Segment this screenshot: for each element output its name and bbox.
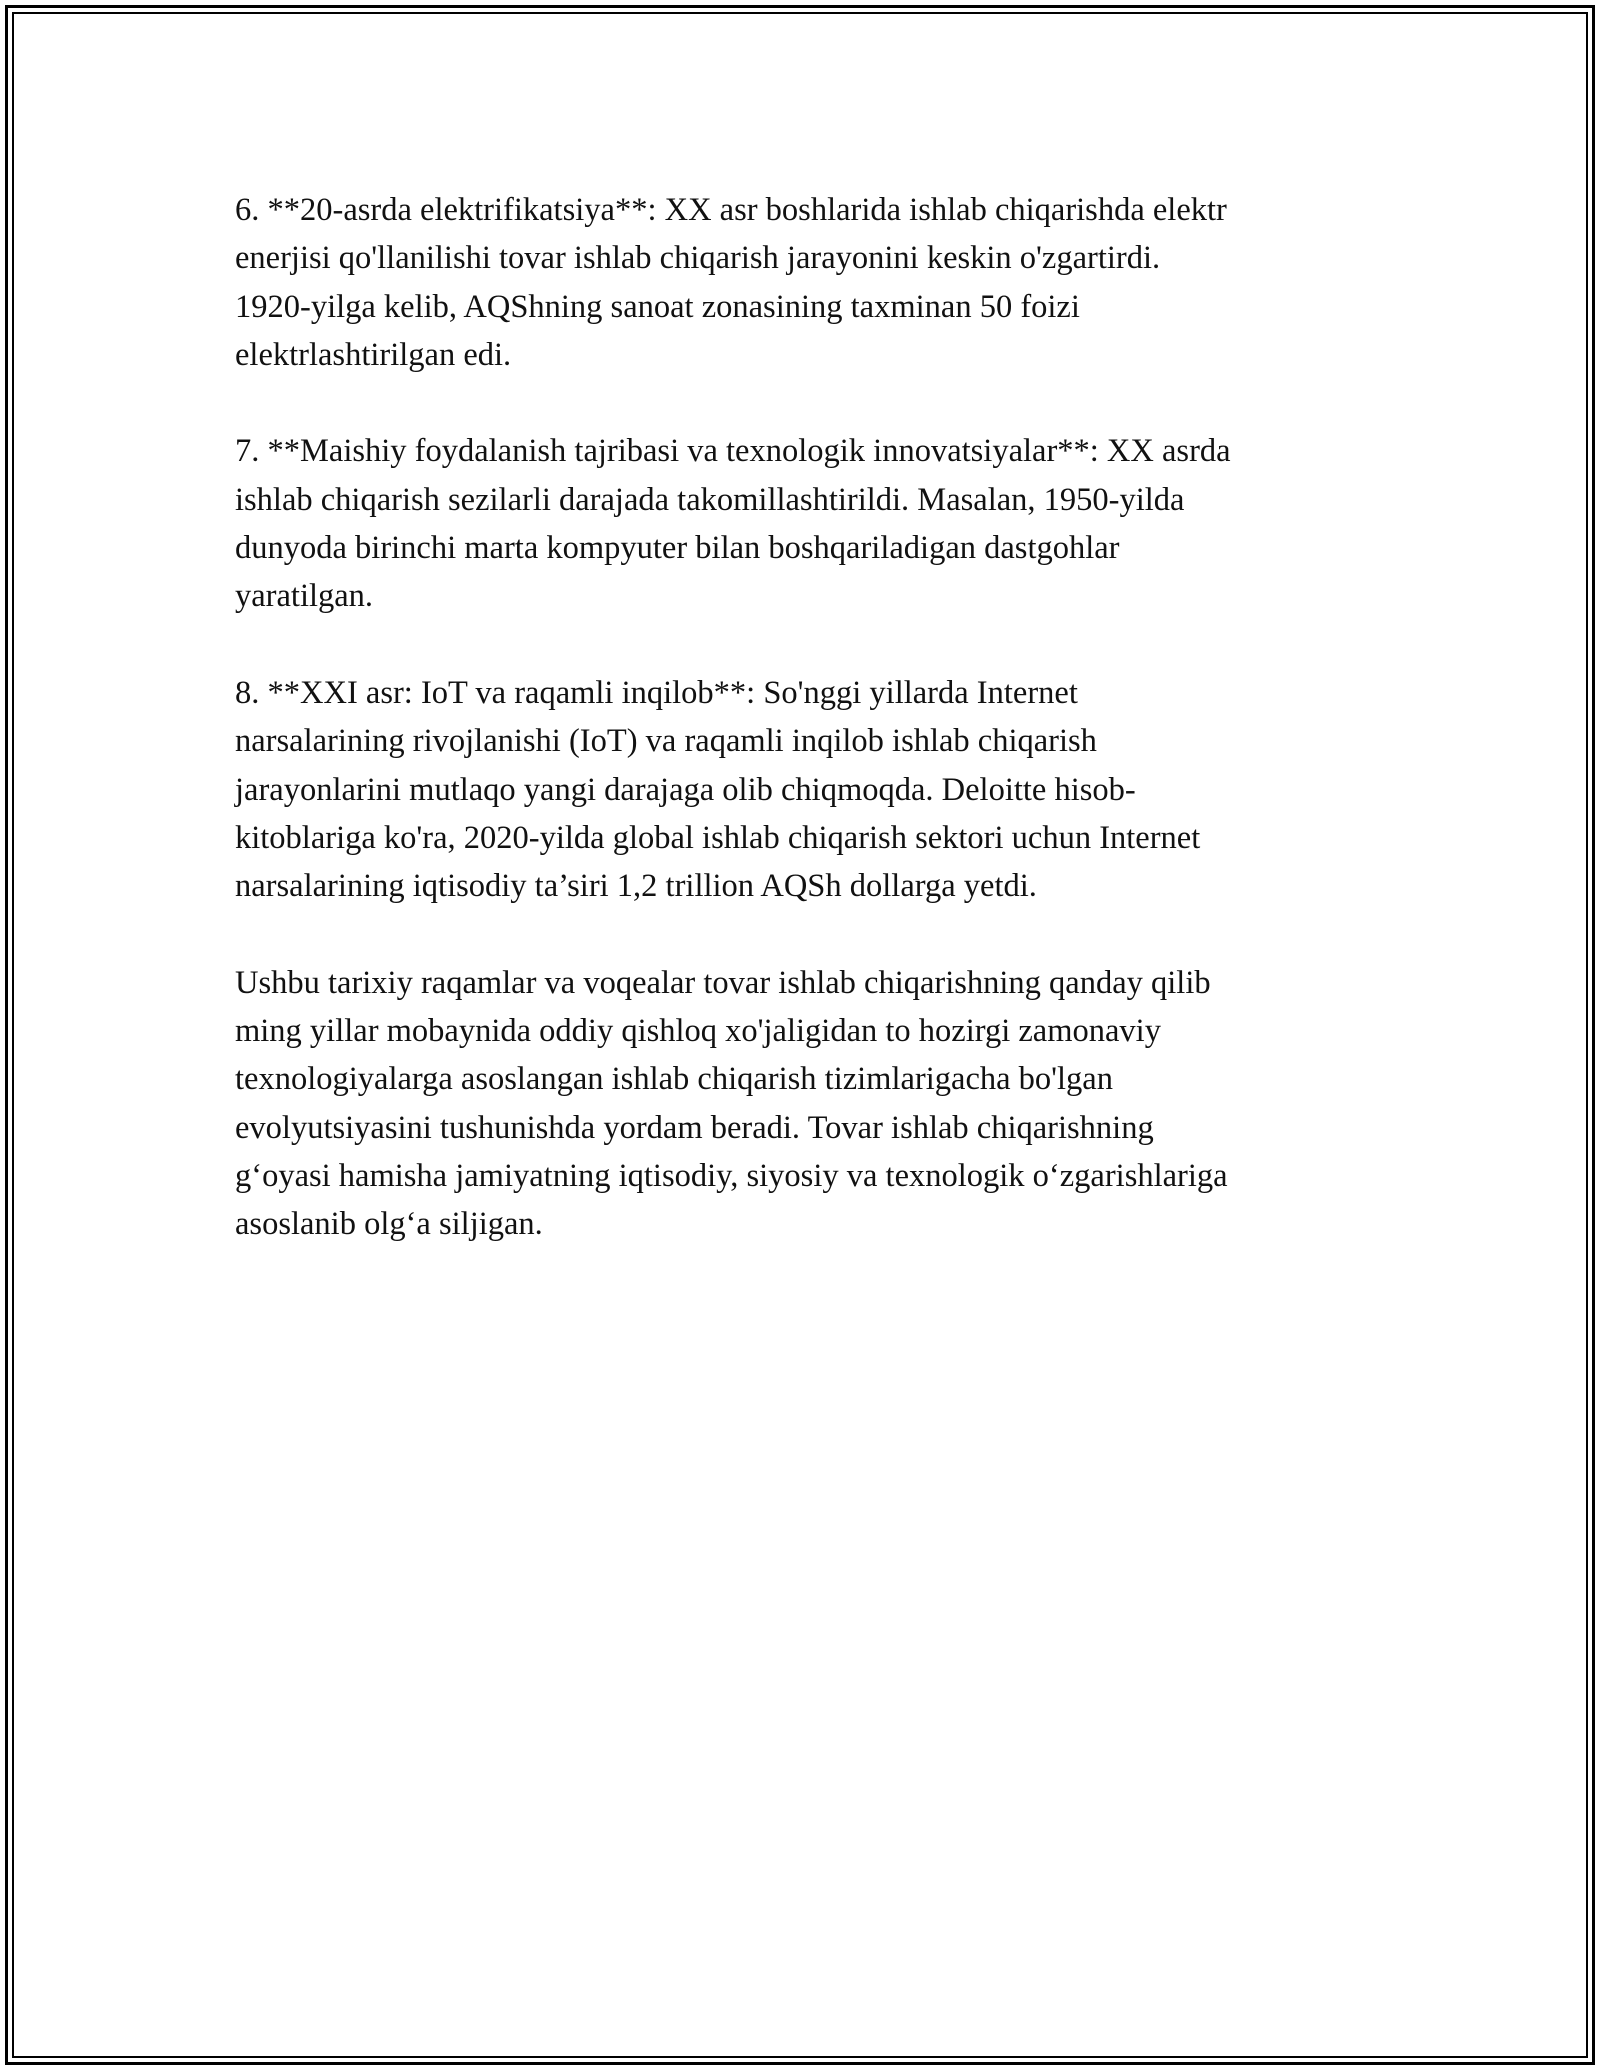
paragraph-conclusion: Ushbu tarixiy raqamlar va voqealar tovar ishlab chiqarishning qanday qilib ming yillar mobaynida oddiy qishloq xo'jaligidan to hozirgi zamonaviy texnologiyalarga asoslangan ishlab chiqarish tizimlarigacha bo'lgan evolyutsiyasini tushunishda yordam beradi. Tovar ishlab chiqarishning g‘oyasi hamisha jamiyatning iqtisodiy, siyosiy va texnologik o‘zgarishlariga asoslanib olg‘a siljigan. [235,964,1228,1243]
paragraph-innovations: 7. **Maishiy foydalanish tajribasi va texnologik innovatsiyalar**: XX asrda ishlab chiqarish sezilarli darajada takomillashtirildi. Masalan, 1950-yilda dunyoda birinchi marta kompyuter bilan boshqariladigan dastgohlar yaratilgan. [235,433,1231,615]
paragraph-iot-digital: 8. **XXI asr: IoT va raqamli inqilob**: So'nggi yillarda Internet narsalarining rivojlanishi (IoT) va raqamli inqilob ishlab chiqarish jarayonlarini mutlaqo yangi darajaga olib chiqmoqda. Deloitte hisob- kitoblariga ko'ra, 2020-yilda global ishlab chiqarish sektori uchun Internet narsalarining iqtisodiy ta’siri 1,2 trillion AQSh dollarga yetdi. [235,674,1201,905]
paragraph-electrification: 6. **20-asrda elektrifikatsiya**: XX asr boshlarida ishlab chiqarishda elektr enerjisi qo'llanilishi tovar ishlab chiqarish jarayonini keskin o'zgartirdi. 1920-yilga kelib, AQShning sanoat zonasining taxminan 50 foizi elektrlashtirilgan edi. [235,192,1227,373]
document-body [235,186,1375,1297]
